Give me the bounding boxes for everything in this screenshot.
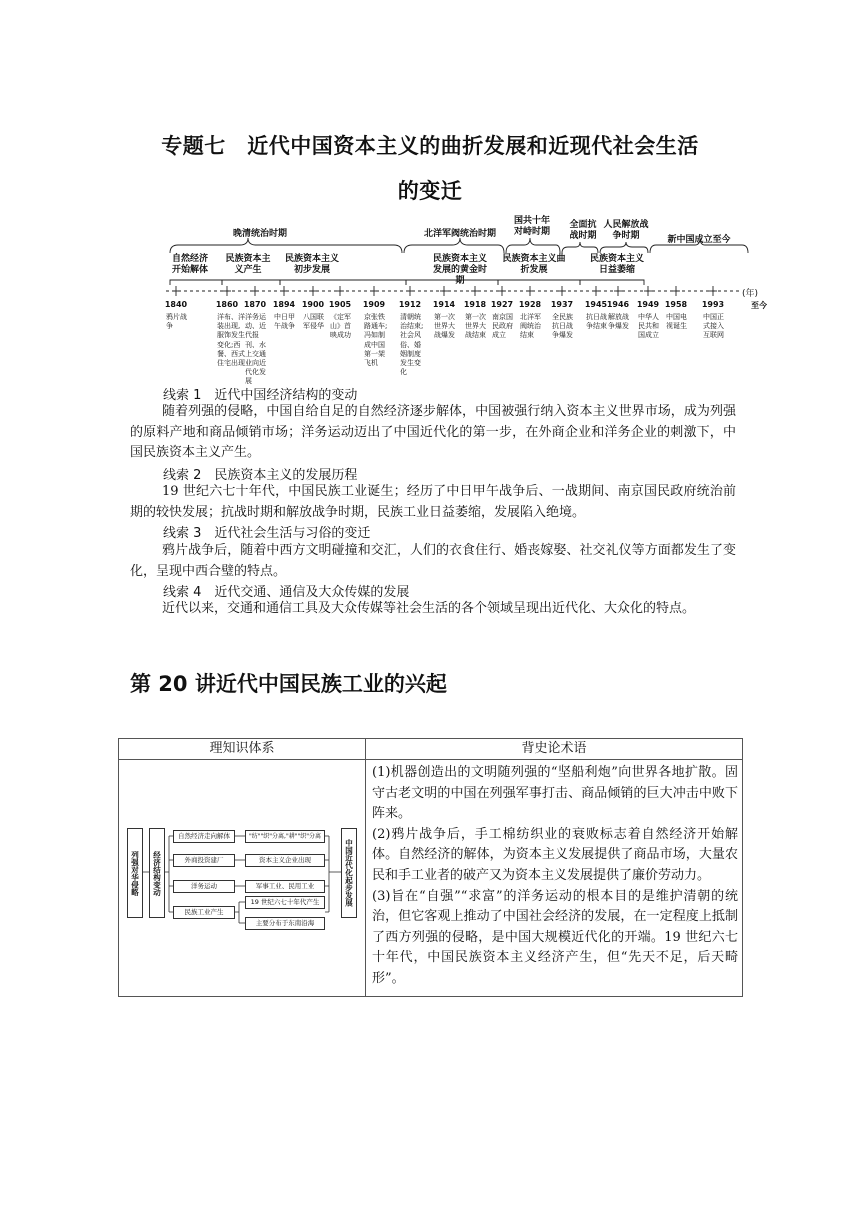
diagram-row-natural-economy: 自然经济走向解体 bbox=[173, 830, 235, 843]
timeline-event: 中国正式接入互联网 bbox=[703, 313, 724, 340]
period-late-qing: 晚清统治时期 bbox=[232, 229, 287, 239]
timeline-year: 1900 bbox=[301, 300, 325, 309]
period-beiyang: 北洋军阀统治时期 bbox=[423, 229, 496, 239]
timeline-event: 南京国民政府成立 bbox=[492, 313, 513, 340]
clue-3-text: 鸦片战争后，随着中西方文明碰撞和交汇，人们的衣食住行、婚丧嫁娶、社交礼仪等方面都发生了变化，呈现中西合璧的特点。 bbox=[130, 543, 736, 579]
timeline-event: 鸦片战争 bbox=[166, 313, 187, 331]
diagram-row-foreign-factories: 外商投资建厂 bbox=[173, 854, 235, 867]
timeline-year: 1958 bbox=[664, 300, 688, 309]
right-header: 背史论术语 bbox=[366, 739, 743, 760]
clue-1-text: 随着列强的侵略，中国自给自足的自然经济逐步解体，中国被强行纳入资本主义世界市场，成为列强的原料产地和商品倾销市场；洋务运动迈出了中国近代化的第一步，在外商企业和洋务企业的刺激下，中国民族资本主义产生。 bbox=[130, 404, 736, 460]
timeline-year: 1914 bbox=[432, 300, 456, 309]
timeline-event: 《定军山》首映成功 bbox=[330, 313, 351, 340]
terminology-3: (3)旨在“自强”“求富”的洋务运动的根本目的是维护清朝的统治，但它客观上推动了中国社会经济的发展，在一定程度上抵制了西方列强的侵略，是中国大规模近代化的开端。19 世纪六七十年代，中国民族资本主义经济产生，但“先天不足，后天畸形”。 bbox=[372, 888, 738, 986]
diagram-result-distribution: 主要分布于东南沿海 bbox=[245, 917, 325, 930]
page-title-line2: 的变迁 bbox=[397, 179, 463, 203]
diagram-result-separation: "纺""织"分离,"耕""织"分离 bbox=[245, 830, 325, 843]
timeline-year: 1949 bbox=[636, 300, 660, 309]
timeline-event: 中国电视诞生 bbox=[666, 313, 687, 331]
timeline-event: 抗日战争结束 bbox=[586, 313, 607, 331]
clue-4-text: 近代以来，交通和通信工具及大众传媒等社会生活的各个领域呈现出近代化、大众化的特点。 bbox=[162, 601, 696, 616]
timeline-event: 第一次世界大战爆发 bbox=[434, 313, 455, 340]
period-anti-japanese: 全面抗战时期 bbox=[569, 220, 597, 241]
timeline-event: 中日甲午战争 bbox=[274, 313, 295, 331]
page-title-line1: 专题七 近代中国资本主义的曲折发展和近现代社会生活 bbox=[161, 134, 699, 158]
timeline-year: 1993 bbox=[701, 300, 725, 309]
timeline-event: 中华人民共和国成立 bbox=[638, 313, 659, 340]
timeline-event: 解放战争爆发 bbox=[608, 313, 629, 331]
timeline-year: 1912 bbox=[398, 300, 422, 309]
clue-1-heading: 线索 1 近代中国经济结构的变动 bbox=[163, 388, 358, 403]
axis-unit: (年) bbox=[742, 289, 759, 299]
timeline-year: 1909 bbox=[362, 300, 386, 309]
timeline-event: 清朝统治结束;社会风俗、婚姻制度发生变化 bbox=[400, 313, 424, 377]
left-header: 理知识体系 bbox=[119, 739, 366, 760]
stage-natural-economy: 自然经济开始解体 bbox=[171, 254, 208, 275]
diagram-economic-change: 经济结构变动 bbox=[149, 828, 165, 918]
terminology-1: (1)机器创造出的文明随列强的“坚船利炮”向世界各地扩散。固守古老文明的中国在列强军事打击、商品倾销的巨大冲击中败下阵来。 bbox=[372, 765, 738, 822]
timeline-event: 北洋军阀统治结束 bbox=[520, 313, 541, 340]
timeline-event: 全民族抗日战争爆发 bbox=[552, 313, 573, 340]
timeline-year: 1905 bbox=[328, 300, 352, 309]
stage-initial-development: 民族资本主义初步发展 bbox=[284, 254, 339, 275]
terminology-2: (2)鸦片战争后，手工棉纺织业的衰败标志着自然经济开始解体。自然经济的解体，为资本主义发展提供了商品市场，大量农民和手工业者的破产又为资本主义发展提供了廉价劳动力。 bbox=[372, 826, 738, 883]
diagram-foreign-aggression: 列强对华侵略 bbox=[127, 828, 143, 918]
diagram-result-emergence-time: 19 世纪六七十年代产生 bbox=[245, 896, 325, 909]
diagram-row-westernization: 洋务运动 bbox=[173, 880, 235, 893]
period-liberation: 人民解放战争时期 bbox=[603, 220, 649, 241]
stage-capitalism-emerges: 民族资本主义产生 bbox=[225, 254, 271, 275]
timeline-year: 1945 bbox=[584, 300, 608, 309]
timeline-year: 1918 bbox=[463, 300, 487, 309]
diagram-modernization: 中国近代化起步发展 bbox=[341, 828, 357, 918]
timeline-event: 京张铁路通车;冯如制成中国第一架飞机 bbox=[364, 313, 388, 368]
timeline-year: 1840 bbox=[164, 300, 188, 309]
stage-tortuous: 民族资本主义曲折发展 bbox=[502, 254, 566, 275]
timeline-year: 1894 bbox=[272, 300, 296, 309]
clue-2-heading: 线索 2 民族资本主义的发展历程 bbox=[163, 468, 358, 483]
timeline-event: 洋务运动、近代报刊、水上交通业向近代化发展 bbox=[245, 313, 266, 386]
timeline-year: 1928 bbox=[518, 300, 542, 309]
clue-3-heading: 线索 3 近代社会生活与习俗的变迁 bbox=[163, 526, 371, 541]
timeline-event: 八国联军侵华 bbox=[303, 313, 324, 331]
stage-shrinking: 民族资本主义日益萎缩 bbox=[589, 254, 644, 275]
period-kmt-cpc: 国共十年对峙时期 bbox=[513, 216, 550, 237]
knowledge-diagram-cell bbox=[119, 760, 366, 997]
terminology-cell bbox=[366, 760, 743, 997]
lecture-title: 第 20 讲近代中国民族工业的兴起 bbox=[130, 672, 447, 696]
diagram-result-industries: 军事工业、民用工业 bbox=[245, 880, 325, 893]
timeline-year: 1870 bbox=[243, 300, 267, 309]
timeline-event: 第一次世界大战结束 bbox=[465, 313, 486, 340]
period-new-china: 新中国成立至今 bbox=[667, 235, 731, 245]
knowledge-diagram bbox=[119, 760, 365, 996]
knowledge-table bbox=[118, 738, 743, 997]
timeline-year: 1946 bbox=[606, 300, 630, 309]
diagram-result-capitalist-enterprises: 资本主义企业出现 bbox=[245, 854, 325, 867]
timeline-event: 洋布、洋装出现,服饰发生变化;西餐、西式住宅出现 bbox=[217, 313, 245, 368]
timeline bbox=[160, 212, 780, 386]
timeline-year: 1927 bbox=[490, 300, 514, 309]
clue-4-heading: 线索 4 近代交通、通信及大众传媒的发展 bbox=[163, 585, 410, 600]
stage-golden-age: 民族资本主义发展的黄金时期 bbox=[432, 254, 487, 286]
timeline-year: 1860 bbox=[215, 300, 239, 309]
until-now: 至今 bbox=[751, 301, 767, 310]
timeline-year: 1937 bbox=[550, 300, 574, 309]
diagram-row-national-industry: 民族工业产生 bbox=[173, 906, 235, 919]
clue-2-text: 19 世纪六七十年代，中国民族工业诞生；经历了中日甲午战争后、一战期间、南京国民政府统治前期的较快发展；抗战时期和解放战争时期，民族工业日益萎缩，发展陷入绝境。 bbox=[130, 484, 736, 520]
